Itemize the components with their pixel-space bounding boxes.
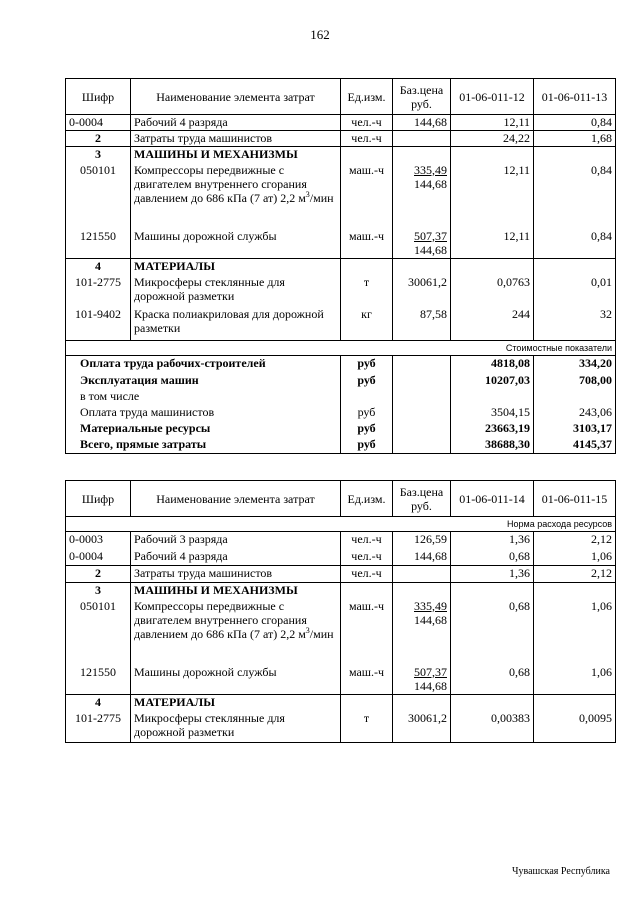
row-name: Рабочий 3 разряда <box>131 532 341 549</box>
table-row <box>66 549 616 566</box>
section-title: МАШИНЫ И МЕХАНИЗМЫ <box>131 583 341 599</box>
row-name: Микросферы стеклянные для дорожной разметки <box>131 275 341 307</box>
row-value-2: 1,06 <box>534 549 616 566</box>
cost-row <box>66 405 616 421</box>
col-header-price: Баз.цена руб. <box>393 79 451 115</box>
row-code: 050101 <box>66 163 131 229</box>
row-value-1: 24,22 <box>451 131 534 147</box>
cost-row <box>66 389 616 405</box>
cost-value-1: 23663,19 <box>451 421 534 437</box>
row-unit: чел.-ч <box>341 115 393 131</box>
cost-unit: руб <box>341 356 393 373</box>
row-name: Микросферы стеклянные для дорожной разметки <box>131 711 341 743</box>
cost-value-2: 3103,17 <box>534 421 616 437</box>
col-header-rate-1: 01-06-011-12 <box>451 79 534 115</box>
cost-name: Материальные ресурсы <box>66 421 341 437</box>
row-value-1: 0,68 <box>451 549 534 566</box>
col-header-rate-2: 01-06-011-15 <box>534 481 616 517</box>
row-unit: маш.-ч <box>341 163 393 229</box>
row-price: 144,68 <box>393 115 451 131</box>
section-title: МАТЕРИАЛЫ <box>131 695 341 711</box>
cost-unit: руб <box>341 421 393 437</box>
row-price: 30061,2 <box>393 711 451 743</box>
cost-value-1: 3504,15 <box>451 405 534 421</box>
row-name: Рабочий 4 разряда <box>131 115 341 131</box>
cost-row <box>66 356 616 373</box>
row-value-1: 0,0763 <box>451 275 534 307</box>
row-unit: чел.-ч <box>341 566 393 583</box>
row-name: Машины дорожной службы <box>131 229 341 259</box>
row-name: Затраты труда машинистов <box>131 566 341 583</box>
row-price: 335,49 144,68 <box>393 599 451 665</box>
row-unit: маш.-ч <box>341 599 393 665</box>
row-name: Машины дорожной службы <box>131 665 341 695</box>
row-value-2: 2,12 <box>534 532 616 549</box>
col-header-name: Наименование элемента затрат <box>131 79 341 115</box>
norm-header-row <box>66 517 616 532</box>
row-price <box>393 131 451 147</box>
page-number: 162 <box>310 27 330 42</box>
table-row <box>66 275 616 307</box>
row-code: 2 <box>66 566 131 583</box>
row-price <box>393 566 451 583</box>
cost-value-2: 334,20 <box>534 356 616 373</box>
row-value-2: 1,06 <box>534 599 616 665</box>
row-name: Компрессоры передвижные с двигателем внутреннего сгорания давлением до 686 кПа (7 ат) 2,2 $м^3$/мин <box>131 599 341 665</box>
cost-value-2: 4145,37 <box>534 437 616 454</box>
row-code: 0-0004 <box>66 115 131 131</box>
cost-name: Оплата труда рабочих-строителей <box>66 356 341 373</box>
row-value-2: 1,06 <box>534 665 616 695</box>
section-number: 4 <box>66 695 131 711</box>
row-code: 2 <box>66 131 131 147</box>
table-row <box>66 115 616 131</box>
row-value-1: 1,36 <box>451 532 534 549</box>
table-row <box>66 307 616 341</box>
row-unit: чел.-ч <box>341 549 393 566</box>
cost-value-2: 708,00 <box>534 373 616 389</box>
row-code: 121550 <box>66 665 131 695</box>
row-price: 144,68 <box>393 549 451 566</box>
row-code: 121550 <box>66 229 131 259</box>
cost-name: Оплата труда машинистов <box>66 405 341 421</box>
row-price: 126,59 <box>393 532 451 549</box>
row-name: Затраты труда машинистов <box>131 131 341 147</box>
row-price: 507,37 144,68 <box>393 229 451 259</box>
row-unit: кг <box>341 307 393 341</box>
col-header-unit: Ед.изм. <box>341 79 393 115</box>
row-value-1: 244 <box>451 307 534 341</box>
col-header-unit: Ед.изм. <box>341 481 393 517</box>
table-row <box>66 163 616 229</box>
row-unit: чел.-ч <box>341 532 393 549</box>
section-number: 3 <box>66 147 131 163</box>
row-value-2: 0,84 <box>534 229 616 259</box>
row-unit: маш.-ч <box>341 229 393 259</box>
row-value-2: 0,84 <box>534 115 616 131</box>
cost-name: в том числе <box>66 389 341 405</box>
row-unit: чел.-ч <box>341 131 393 147</box>
cost-value-1: 10207,03 <box>451 373 534 389</box>
section-row <box>66 695 616 711</box>
section-number: 3 <box>66 583 131 599</box>
col-header-code: Шифр <box>66 481 131 517</box>
cost-unit: руб <box>341 437 393 454</box>
row-value-1: 12,11 <box>451 163 534 229</box>
table-row <box>66 711 616 743</box>
col-header-rate-2: 01-06-011-13 <box>534 79 616 115</box>
row-value-1: 1,36 <box>451 566 534 583</box>
cost-name: Эксплуатация машин <box>66 373 341 389</box>
cost-row <box>66 437 616 454</box>
cost-header: Стоимостные показатели <box>66 341 616 356</box>
row-unit: т <box>341 711 393 743</box>
row-unit: т <box>341 275 393 307</box>
row-unit: маш.-ч <box>341 665 393 695</box>
section-row <box>66 259 616 275</box>
row-value-2: 0,84 <box>534 163 616 229</box>
row-name: Рабочий 4 разряда <box>131 549 341 566</box>
section-number: 4 <box>66 259 131 275</box>
resource-table-1 <box>65 78 616 454</box>
table-row <box>66 665 616 695</box>
cost-header-row <box>66 341 616 356</box>
row-price: 335,49 144,68 <box>393 163 451 229</box>
section-title: МАШИНЫ И МЕХАНИЗМЫ <box>131 147 341 163</box>
row-code: 101-2775 <box>66 275 131 307</box>
norm-header: Норма расхода ресурсов <box>66 517 616 532</box>
row-code: 101-2775 <box>66 711 131 743</box>
row-code: 101-9402 <box>66 307 131 341</box>
row-name: Краска полиакриловая для дорожной разметки <box>131 307 341 341</box>
cost-unit: руб <box>341 405 393 421</box>
row-code: 0-0004 <box>66 549 131 566</box>
row-code: 0-0003 <box>66 532 131 549</box>
row-value-1: 12,11 <box>451 229 534 259</box>
cost-name: Всего, прямые затраты <box>66 437 341 454</box>
row-value-1: 0,68 <box>451 599 534 665</box>
col-header-price: Баз.цена руб. <box>393 481 451 517</box>
footer-region: Чувашская Республика <box>511 866 610 877</box>
col-header-rate-1: 01-06-011-14 <box>451 481 534 517</box>
col-header-code: Шифр <box>66 79 131 115</box>
resource-table-2 <box>65 480 616 743</box>
cost-value-1: 38688,30 <box>451 437 534 454</box>
table-row <box>66 131 616 147</box>
row-value-2: 0,0095 <box>534 711 616 743</box>
cost-value-2: 243,06 <box>534 405 616 421</box>
table-header-row <box>66 481 616 517</box>
col-header-name: Наименование элемента затрат <box>131 481 341 517</box>
row-value-1: 12,11 <box>451 115 534 131</box>
row-code: 050101 <box>66 599 131 665</box>
row-name: Компрессоры передвижные с двигателем внутреннего сгорания давлением до 686 кПа (7 ат) 2,2 $м^3$/мин <box>131 163 341 229</box>
row-price: 30061,2 <box>393 275 451 307</box>
cost-value-1: 4818,08 <box>451 356 534 373</box>
row-price: 507,37 144,68 <box>393 665 451 695</box>
section-row <box>66 583 616 599</box>
cost-row <box>66 421 616 437</box>
cost-unit: руб <box>341 373 393 389</box>
row-value-1: 0,00383 <box>451 711 534 743</box>
cost-row <box>66 373 616 389</box>
table-row <box>66 229 616 259</box>
row-value-2: 2,12 <box>534 566 616 583</box>
table-row <box>66 566 616 583</box>
row-value-2: 0,01 <box>534 275 616 307</box>
row-value-2: 32 <box>534 307 616 341</box>
table-row <box>66 599 616 665</box>
row-value-1: 0,68 <box>451 665 534 695</box>
table-row <box>66 532 616 549</box>
row-value-2: 1,68 <box>534 131 616 147</box>
row-price: 87,58 <box>393 307 451 341</box>
section-row <box>66 147 616 163</box>
table-header-row <box>66 79 616 115</box>
section-title: МАТЕРИАЛЫ <box>131 259 341 275</box>
